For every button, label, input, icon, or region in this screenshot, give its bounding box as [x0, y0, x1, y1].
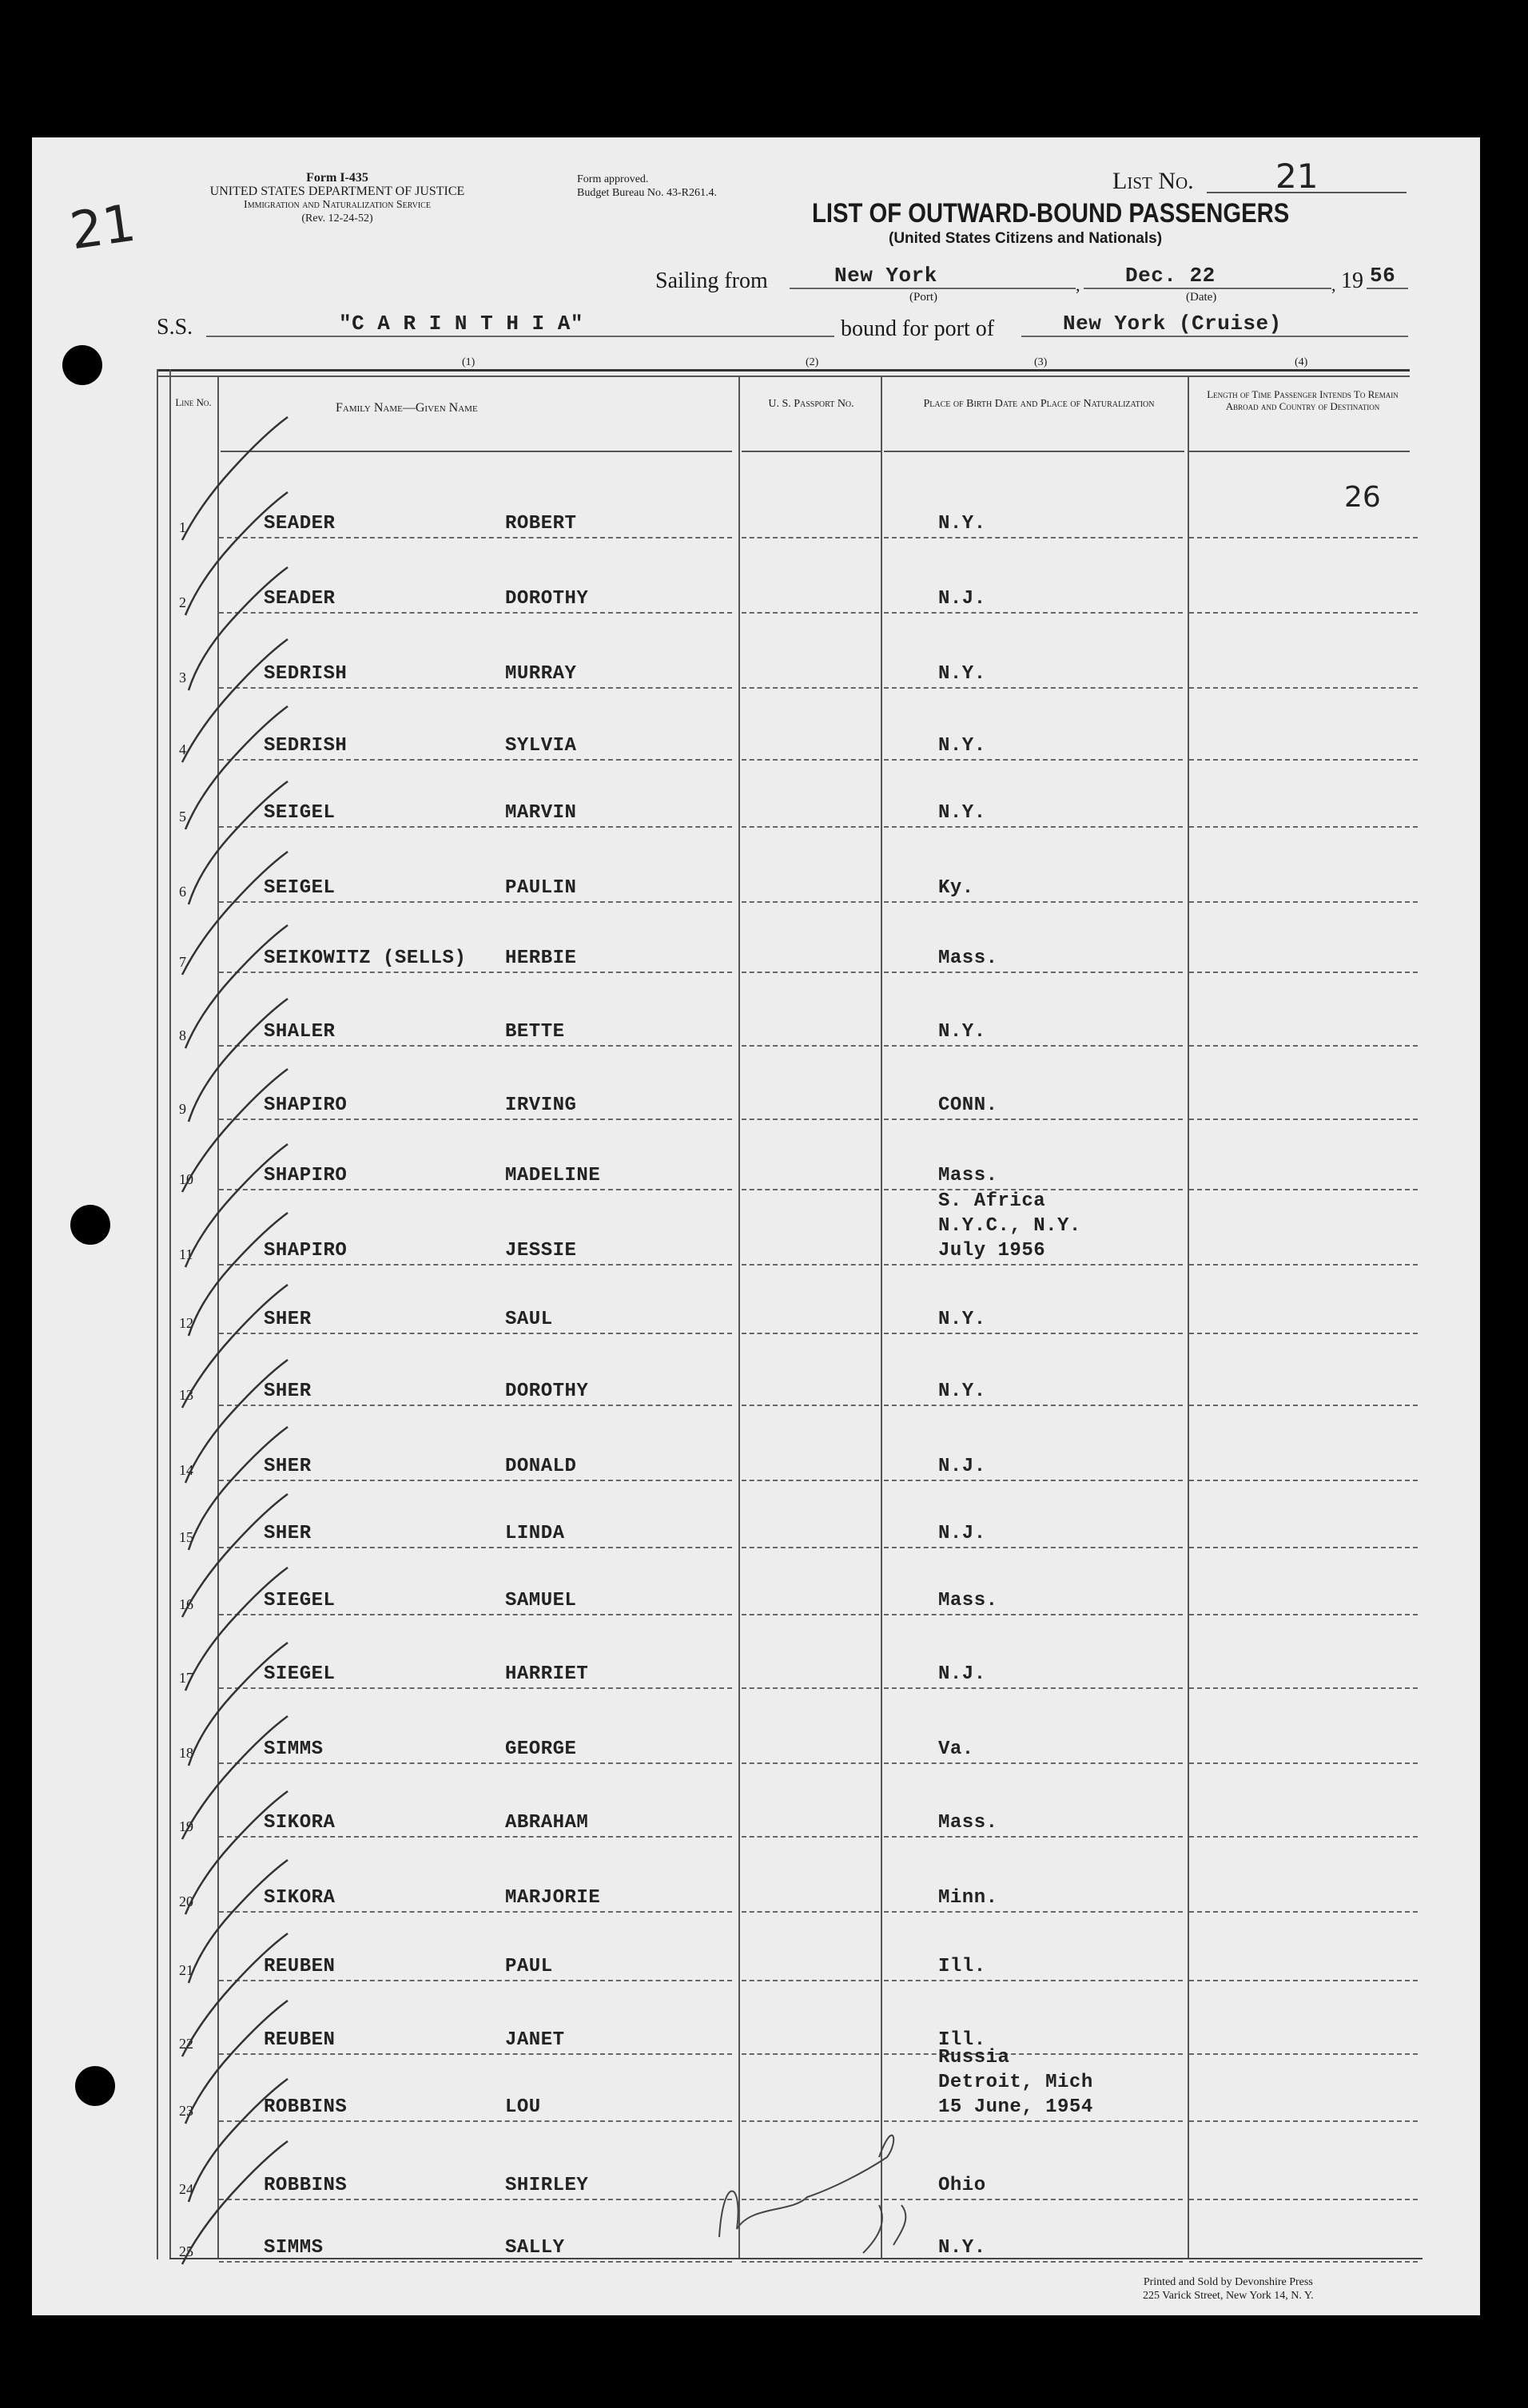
row-birth-place: Mass. [938, 1590, 998, 1611]
check-mark [182, 1933, 288, 2056]
row-family-name: SEIKOWITZ (SELLS) [264, 948, 467, 969]
form-number: Form I-435 [306, 171, 368, 185]
row-birth-place: CONN. [938, 1095, 998, 1116]
form-title: LIST OF OUTWARD-BOUND PASSENGERS [812, 198, 1290, 228]
row-given-name: IRVING [505, 1095, 577, 1116]
row-birth-place: 15 June, 1954 [938, 2096, 1093, 2118]
sailing-port: New York [834, 264, 937, 288]
row-birth-place: Detroit, Mich [938, 2072, 1093, 2093]
row-family-name: SEADER [264, 513, 336, 534]
col-num-4: (4) [1295, 356, 1308, 368]
row-line-number: 18 [179, 1745, 193, 1761]
row-line-number: 12 [179, 1315, 193, 1331]
row-line-number: 9 [179, 1101, 186, 1117]
check-mark [185, 1791, 288, 1914]
row-line-number: 7 [179, 954, 186, 970]
header-line-no: Line No. [175, 396, 212, 408]
row-given-name: SAMUEL [505, 1590, 577, 1611]
row-given-name: ROBERT [505, 513, 577, 534]
check-mark [182, 639, 288, 762]
row-family-name: SEDRISH [264, 663, 348, 685]
destination: New York (Cruise) [1063, 312, 1282, 336]
row-birth-place: Ill. [938, 2029, 986, 2051]
service: Immigration and Naturalization Service [244, 199, 431, 211]
check-mark [182, 2141, 288, 2264]
check-mark [182, 1494, 288, 1617]
row-line-number: 14 [179, 1462, 193, 1478]
row-family-name: SEDRISH [264, 735, 348, 757]
list-no-value: 21 [1275, 157, 1319, 196]
row-birth-place: N.Y. [938, 1381, 986, 1402]
row-given-name: SHIRLEY [505, 2175, 589, 2196]
row-family-name: REUBEN [264, 2029, 336, 2051]
row-family-name: SEIGEL [264, 802, 336, 824]
department: UNITED STATES DEPARTMENT OF JUSTICE [209, 185, 465, 198]
comma: , [1076, 275, 1080, 295]
printer-address: 225 Varick Street, New York 14, N. Y. [1143, 2290, 1314, 2302]
row-given-name: MARVIN [505, 802, 577, 824]
row-family-name: SIMMS [264, 2237, 324, 2259]
row-family-name: ROBBINS [264, 2175, 348, 2196]
row-family-name: SHER [264, 1523, 312, 1544]
row-given-name: SALLY [505, 2237, 565, 2259]
row-line-number: 4 [179, 741, 186, 757]
row-family-name: SHER [264, 1309, 312, 1330]
row-given-name: HERBIE [505, 948, 577, 969]
check-mark [189, 1643, 288, 1766]
row-line-number: 22 [179, 2036, 193, 2052]
row-family-name: SIMMS [264, 1738, 324, 1760]
check-mark [189, 999, 288, 1122]
row-family-name: SHAPIRO [264, 1095, 348, 1116]
row-line-number: 24 [179, 2181, 193, 2197]
port-caption: (Port) [909, 291, 937, 304]
row-family-name: SIEGEL [264, 1663, 336, 1685]
col-num-1: (1) [462, 356, 476, 368]
bound-label: bound for port of [841, 316, 995, 341]
check-mark [185, 706, 288, 829]
date-caption: (Date) [1186, 291, 1217, 304]
row-given-name: MARJORIE [505, 1887, 601, 1909]
row-line-number: 17 [179, 1670, 193, 1686]
row-given-name: MURRAY [505, 663, 577, 685]
margin-note: 21 [66, 193, 140, 262]
row-birth-place: N.Y. [938, 1309, 986, 1330]
row-given-name: JESSIE [505, 1240, 577, 1262]
row-line-number: 23 [179, 2103, 193, 2119]
row-family-name: REUBEN [264, 1956, 336, 1977]
row-given-name: PAULIN [505, 877, 577, 899]
row-birth-place: N.J. [938, 1663, 986, 1685]
row-family-name: ROBBINS [264, 2096, 348, 2118]
form-subtitle: (United States Citizens and Nationals) [889, 230, 1163, 247]
row-line-number: 6 [179, 884, 186, 900]
row-given-name: ABRAHAM [505, 1812, 589, 1834]
row-family-name: SHER [264, 1381, 312, 1402]
row-given-name: SAUL [505, 1309, 553, 1330]
list-no-label: List No. [1112, 168, 1194, 194]
printer-line: Printed and Sold by Devonshire Press [1143, 2276, 1313, 2288]
row-birth-place: N.Y. [938, 2237, 986, 2259]
row-line-number: 10 [179, 1171, 193, 1187]
printer-imprint [1143, 2275, 1314, 2303]
row-birth-place: Minn. [938, 1887, 998, 1909]
check-mark [185, 492, 288, 615]
row-given-name: MADELINE [505, 1165, 601, 1186]
check-mark [182, 852, 288, 975]
row-line-number: 3 [179, 670, 186, 685]
row-line-number: 21 [179, 1962, 193, 1978]
row-birth-place: N.Y. [938, 663, 986, 685]
check-mark [182, 1716, 288, 1839]
row-birth-place: Va. [938, 1738, 974, 1760]
check-mark [182, 1285, 288, 1408]
year-prefix: 19 [1341, 268, 1363, 293]
row-birth-place: July 1956 [938, 1240, 1046, 1262]
row-line-number: 1 [179, 519, 186, 535]
header-birth: Place of Birth Date and Place of Naturalization [923, 398, 1155, 410]
check-mark [189, 781, 288, 904]
row-line-number: 20 [179, 1893, 193, 1909]
row-line-number: 8 [179, 1027, 186, 1043]
row-line-number: 16 [179, 1596, 193, 1612]
row-given-name: HARRIET [505, 1663, 589, 1685]
row-family-name: SEIGEL [264, 877, 336, 899]
row-birth-place: N.J. [938, 1456, 986, 1477]
approval-line: Form approved. [577, 173, 649, 185]
row-given-name: SYLVIA [505, 735, 577, 757]
check-mark [185, 1360, 288, 1483]
row-family-name: SEADER [264, 588, 336, 610]
row-birth-place: N.Y. [938, 513, 986, 534]
comma: , [1331, 275, 1336, 295]
row-given-name: JANET [505, 2029, 565, 2051]
row-given-name: DOROTHY [505, 588, 589, 610]
row-family-name: SHER [264, 1456, 312, 1477]
check-mark [189, 567, 288, 690]
row-given-name: BETTE [505, 1021, 565, 1043]
row-line-number: 5 [179, 809, 186, 825]
row-birth-place: Mass. [938, 1812, 998, 1834]
row-line-number: 25 [179, 2243, 193, 2259]
year-suffix: 56 [1370, 264, 1396, 288]
row-family-name: SIKORA [264, 1887, 336, 1909]
check-mark [189, 2079, 288, 2202]
header-stay: Length of Time Passenger Intends To Remain Abroad and Country of Destination [1207, 388, 1399, 412]
row-birth-place: N.J. [938, 1523, 986, 1544]
row-birth-place: N.Y. [938, 1021, 986, 1043]
row-given-name: DOROTHY [505, 1381, 589, 1402]
row-birth-place: Ill. [938, 1956, 986, 1977]
row-birth-place: Ohio [938, 2175, 986, 2196]
budget-bureau-line: Budget Bureau No. 43-R261.4. [577, 187, 717, 199]
col-num-3: (3) [1034, 356, 1048, 368]
row-line-number: 13 [179, 1387, 193, 1403]
row-family-name: SIKORA [264, 1812, 336, 1834]
check-mark [189, 1427, 288, 1550]
row-given-name: LOU [505, 2096, 541, 2118]
row-birth-place: N.Y. [938, 802, 986, 824]
row-birth-place: Ky. [938, 877, 974, 899]
check-mark [182, 417, 288, 540]
check-mark [182, 1069, 288, 1192]
row-family-name: SHAPIRO [264, 1240, 348, 1262]
row-birth-place: Russia [938, 2047, 1010, 2068]
handwritten-initials [863, 2205, 905, 2253]
ship-label: S.S. [157, 315, 193, 340]
handwritten-signature [719, 2136, 893, 2237]
row-birth-place: N.Y. [938, 735, 986, 757]
row-line-number: 15 [179, 1529, 193, 1545]
ship-name: "C A R I N T H I A" [339, 312, 583, 336]
row-given-name: GEORGE [505, 1738, 577, 1760]
row-given-name: LINDA [505, 1523, 565, 1544]
row-given-name: DONALD [505, 1456, 577, 1477]
row-line-number: 19 [179, 1818, 193, 1834]
row-family-name: SIEGEL [264, 1590, 336, 1611]
sailing-date: Dec. 22 [1125, 264, 1216, 288]
sailing-label: Sailing from [655, 268, 768, 293]
row-family-name: SHALER [264, 1021, 336, 1043]
row-birth-place: N.J. [938, 588, 986, 610]
check-mark [185, 1144, 288, 1267]
header-name: Family Name—Given Name [336, 401, 478, 415]
row-birth-place: Mass. [938, 948, 998, 969]
row-given-name: PAUL [505, 1956, 553, 1977]
col-num-2: (2) [806, 356, 819, 368]
row-birth-place: Mass. [938, 1165, 998, 1186]
row-birth-place: N.Y.C., N.Y. [938, 1215, 1081, 1237]
row-birth-place: S. Africa [938, 1190, 1046, 1212]
row-stay-length: 26 [1344, 481, 1381, 514]
check-mark [185, 2001, 288, 2124]
row-line-number: 11 [179, 1246, 193, 1262]
row-line-number: 2 [179, 594, 186, 610]
header-passport: U. S. Passport No. [768, 398, 854, 410]
revision: (Rev. 12-24-52) [301, 213, 373, 225]
row-family-name: SHAPIRO [264, 1165, 348, 1186]
